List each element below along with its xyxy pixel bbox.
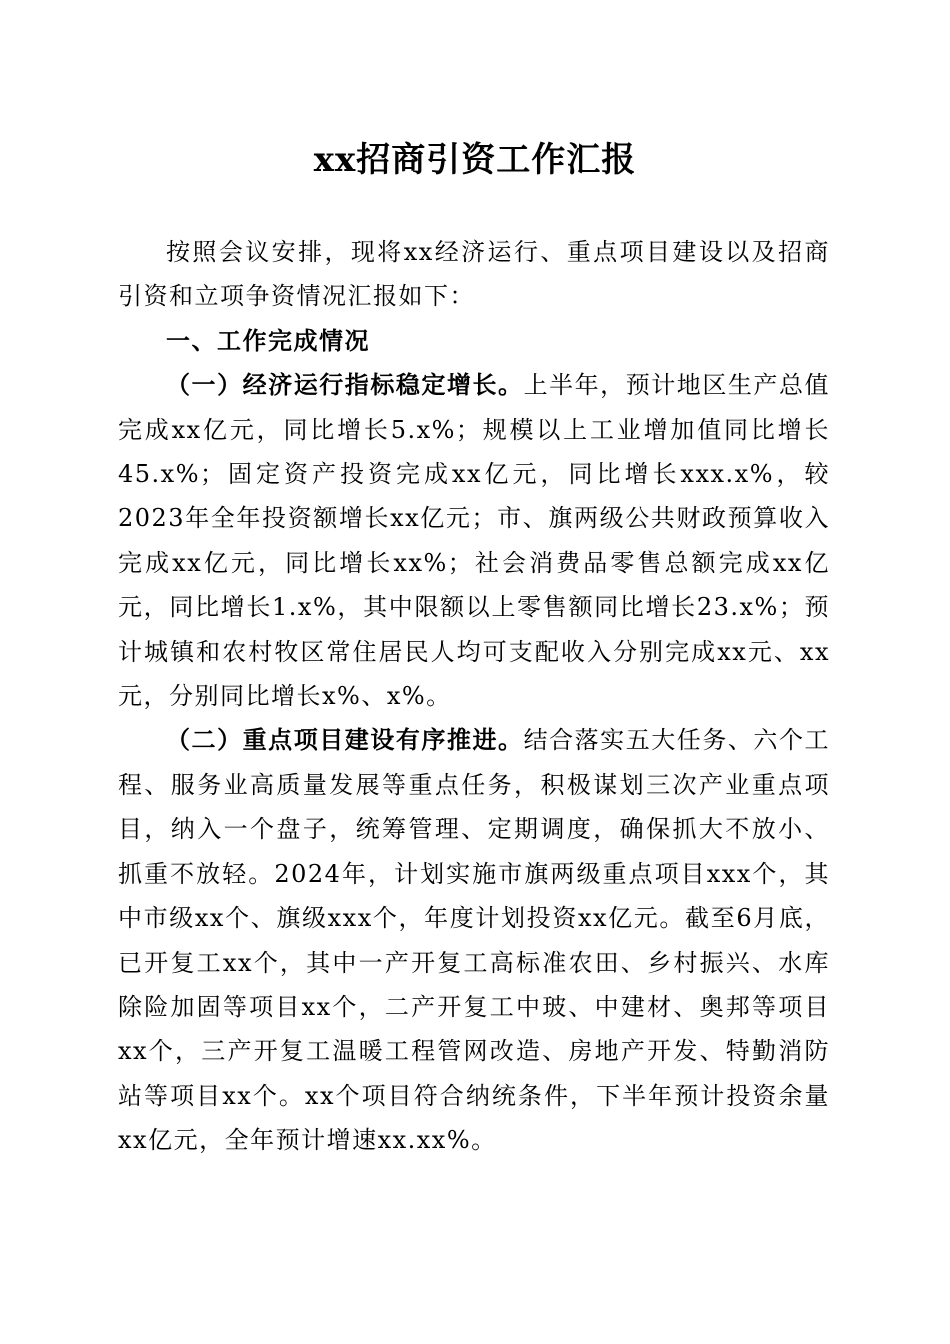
document-title: xx招商引资工作汇报 (313, 140, 637, 180)
document-body (118, 230, 830, 1163)
paragraph-projects-body: 结合落实五大任务、六个工程、服务业高质量发展等重点任务，积极谋划三次产业重点项目，纳入一个盘子，统筹管理、定期调度，确保抓大不放小、抓重不放轻。2024年，计划实施市旗两级重点项目xxx个，其中市级xx个、旗级xxx个，年度计划投资xx亿元。截至6月底，已开复工xx个，其中一产开复工高标准农田、乡村振兴、水库除险加固等项目xx个，二产开复工中玻、中建材、奥邦等项目xx个，三产开复工温暖工程管网改造、房地产开发、特勤消防站等项目xx个。xx个项目符合纳统条件，下半年预计投资余量xx亿元，全年预计增速xx.xx%。 (118, 726, 831, 1155)
paragraph-economy (118, 363, 830, 718)
paragraph-projects-lead: （二）重点项目建设有序推进。 (166, 725, 524, 755)
paragraph-projects (118, 718, 830, 1162)
intro-paragraph: 按照会议安排，现将xx经济运行、重点项目建设以及招商引资和立项争资情况汇报如下： (118, 238, 830, 311)
paragraph-economy-lead: （一）经济运行指标稳定增长。 (166, 370, 524, 400)
section-heading: 一、工作完成情况 (166, 326, 370, 355)
paragraph-economy-body: 上半年，预计地区生产总值完成xx亿元，同比增长5.x%；规模以上工业增加值同比增长45.x%；固定资产投资完成xx亿元，同比增长xxx.x%，较2023年全年投资额增长xx亿元；市、旗两级公共财政预算收入完成xx亿元，同比增长xx%；社会消费品零售总额完成xx亿元，同比增长1.x%，其中限额以上零售额同比增长23.x%；预计城镇和农村牧区常住居民人均可支配收入分别完成xx元、xx元，分别同比增长x%、x%。 (118, 371, 831, 711)
